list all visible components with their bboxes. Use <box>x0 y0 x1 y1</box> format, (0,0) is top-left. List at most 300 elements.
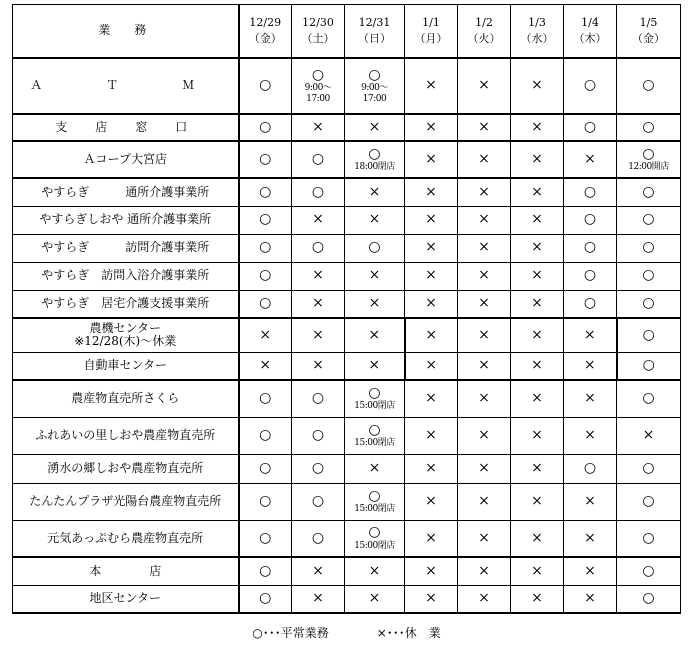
status-mark: × <box>312 211 324 228</box>
status-cell <box>239 262 292 290</box>
task-column-header: 業 務 <box>13 5 239 59</box>
status-mark: ○ <box>259 183 272 200</box>
status-mark: × <box>531 357 543 374</box>
status-cell <box>617 262 681 290</box>
status-cell <box>345 318 405 352</box>
status-mark: ○ <box>642 529 655 546</box>
status-cell <box>239 178 292 206</box>
service-name <box>13 557 239 585</box>
status-cell <box>511 483 564 520</box>
service-name-text: 地区センター <box>89 591 162 606</box>
service-name <box>13 58 239 114</box>
status-mark: ○ <box>259 239 272 256</box>
status-cell <box>564 352 617 380</box>
status-cell <box>458 234 511 262</box>
hours-note: 17:00 <box>306 93 330 104</box>
status-cell <box>564 454 617 483</box>
service-name <box>13 380 239 417</box>
status-cell <box>345 262 405 290</box>
status-cell <box>458 352 511 380</box>
status-cell <box>405 234 458 262</box>
service-name <box>13 262 239 290</box>
status-mark: ○ <box>259 529 272 546</box>
status-mark: × <box>531 211 543 228</box>
status-mark: × <box>312 590 324 607</box>
status-cell <box>345 520 405 557</box>
status-cell <box>564 483 617 520</box>
status-mark: ○ <box>583 295 597 312</box>
status-cell <box>405 318 458 352</box>
status-cell <box>458 58 511 114</box>
status-mark: ○ <box>642 295 655 312</box>
status-mark: ○ <box>583 77 597 94</box>
status-mark: ○ <box>642 459 655 476</box>
status-cell <box>511 520 564 557</box>
status-cell <box>292 380 345 417</box>
status-mark: ○ <box>642 357 655 374</box>
service-name-text: Ａコープ大宮店 <box>83 151 167 166</box>
status-mark: × <box>425 390 437 407</box>
status-cell <box>239 483 292 520</box>
status-mark: ○ <box>642 77 655 94</box>
status-mark: ○ <box>642 145 655 162</box>
service-name <box>13 483 239 520</box>
service-name <box>13 417 239 454</box>
status-mark: × <box>531 529 543 546</box>
table-row <box>13 352 681 380</box>
service-name <box>13 454 239 483</box>
status-mark: ○ <box>642 326 655 343</box>
table-row <box>13 234 681 262</box>
status-cell <box>239 206 292 234</box>
status-mark: ○ <box>642 239 655 256</box>
status-cell <box>405 585 458 613</box>
status-cell <box>239 417 292 454</box>
status-cell <box>239 557 292 585</box>
status-mark: × <box>531 590 543 607</box>
status-cell <box>458 262 511 290</box>
service-name-text: 農産物直売所さくら <box>71 391 180 406</box>
status-mark: ○ <box>259 390 272 407</box>
status-cell <box>345 234 405 262</box>
status-mark: × <box>531 267 543 284</box>
status-cell <box>617 585 681 613</box>
service-name <box>13 206 239 234</box>
status-cell <box>345 380 405 417</box>
status-cell <box>345 483 405 520</box>
status-cell <box>458 483 511 520</box>
service-name-text: Ａ Ｔ Ｍ <box>30 78 221 93</box>
status-cell <box>239 380 292 417</box>
status-cell <box>458 454 511 483</box>
status-cell <box>617 454 681 483</box>
status-cell <box>564 141 617 178</box>
table-row <box>13 520 681 557</box>
status-cell <box>405 352 458 380</box>
status-mark: ○ <box>368 524 381 541</box>
status-cell <box>239 234 292 262</box>
service-name <box>13 520 239 557</box>
status-mark: ○ <box>642 211 655 228</box>
table-row <box>13 206 681 234</box>
status-cell <box>564 114 617 141</box>
service-name <box>13 290 239 318</box>
status-cell <box>239 141 292 178</box>
status-cell <box>345 417 405 454</box>
service-name <box>13 114 239 141</box>
status-mark: × <box>312 118 324 135</box>
status-mark: × <box>425 118 437 135</box>
status-cell <box>458 178 511 206</box>
status-cell <box>458 585 511 613</box>
status-cell <box>345 352 405 380</box>
status-cell <box>405 290 458 318</box>
status-cell <box>564 520 617 557</box>
status-mark: × <box>368 459 381 476</box>
status-cell <box>405 557 458 585</box>
status-mark: × <box>368 183 381 200</box>
status-mark: × <box>583 326 596 343</box>
status-cell <box>345 206 405 234</box>
status-mark: ○ <box>311 183 325 200</box>
service-name-text: 農機センター <box>89 321 162 336</box>
service-name <box>13 585 239 613</box>
hours-note: 9:00～ <box>304 83 332 94</box>
status-cell <box>405 58 458 114</box>
status-mark: × <box>531 118 543 135</box>
status-mark: × <box>642 426 655 443</box>
status-mark: × <box>478 426 490 443</box>
status-mark: × <box>478 390 490 407</box>
status-cell <box>292 262 345 290</box>
service-name-text: たんたんプラザ光陽台農産物直売所 <box>29 493 222 508</box>
service-name-text: やすらぎしおや 通所介護事業所 <box>39 212 212 227</box>
status-cell <box>292 557 345 585</box>
status-cell <box>564 290 617 318</box>
status-cell <box>239 454 292 483</box>
status-mark: × <box>584 426 596 443</box>
date-column-header: 1/1 （月） <box>405 5 458 59</box>
status-cell <box>617 206 681 234</box>
status-cell <box>617 58 681 114</box>
hours-note: 9:00～ <box>361 83 388 94</box>
status-cell <box>511 262 564 290</box>
status-mark: ○ <box>311 492 325 509</box>
status-cell <box>292 141 345 178</box>
status-mark: ○ <box>259 590 272 607</box>
status-mark: × <box>478 295 490 312</box>
status-cell <box>511 290 564 318</box>
status-cell <box>617 178 681 206</box>
service-name-text: 自動車センター <box>83 358 168 373</box>
status-mark: × <box>531 426 543 443</box>
status-mark: ○ <box>259 211 272 228</box>
date-column-header: 12/29 （金） <box>239 5 292 59</box>
status-mark: × <box>425 183 437 200</box>
date-column-header: 1/3 （水） <box>511 5 564 59</box>
status-cell <box>564 178 617 206</box>
status-mark: ○ <box>583 239 597 256</box>
date-column-header: 1/5 （金） <box>617 5 681 59</box>
status-mark: × <box>368 267 381 284</box>
status-cell <box>405 141 458 178</box>
status-mark: × <box>368 562 381 579</box>
status-cell <box>239 58 292 114</box>
table-row <box>13 557 681 585</box>
status-mark: × <box>584 390 596 407</box>
header-row <box>13 5 681 59</box>
status-mark: × <box>478 77 490 94</box>
service-name <box>13 352 239 380</box>
status-cell <box>292 483 345 520</box>
status-cell <box>458 114 511 141</box>
status-mark: ○ <box>642 183 655 200</box>
status-cell <box>511 114 564 141</box>
legend <box>0 624 693 641</box>
table-row <box>13 483 681 520</box>
status-mark: × <box>425 529 437 546</box>
service-name-text: やすらぎ 通所介護事業所 <box>41 184 210 199</box>
status-mark: × <box>478 150 490 167</box>
status-mark: ○ <box>259 267 272 284</box>
legend-closed: ×･･･休 業 <box>376 626 441 640</box>
hours-note: 15:00閉店 <box>354 401 395 412</box>
status-cell <box>239 585 292 613</box>
status-mark: ○ <box>642 390 655 407</box>
status-mark: × <box>425 426 437 443</box>
status-mark: × <box>425 295 437 312</box>
status-cell <box>292 234 345 262</box>
status-mark: × <box>425 150 437 167</box>
table-row <box>13 380 681 417</box>
table-row <box>13 417 681 454</box>
status-mark: × <box>478 326 490 343</box>
status-cell <box>345 58 405 114</box>
status-mark: ○ <box>311 529 325 546</box>
status-mark: × <box>584 492 596 509</box>
status-cell <box>292 58 345 114</box>
status-mark: × <box>368 211 381 228</box>
status-mark: ○ <box>368 66 381 83</box>
hours-note: 15:00閉店 <box>354 504 395 515</box>
status-cell <box>292 318 345 352</box>
status-cell <box>405 178 458 206</box>
status-mark: × <box>584 562 596 579</box>
hours-note: 17:00 <box>362 93 387 104</box>
status-cell <box>458 290 511 318</box>
status-cell <box>564 417 617 454</box>
status-cell <box>617 380 681 417</box>
holiday-schedule-table <box>12 4 681 614</box>
table-row <box>13 262 681 290</box>
status-mark: × <box>368 295 381 312</box>
status-cell <box>511 318 564 352</box>
status-mark: × <box>531 239 543 256</box>
status-cell <box>458 520 511 557</box>
status-cell <box>345 585 405 613</box>
service-name-text: 元気あっぷむら農産物直売所 <box>47 530 204 545</box>
status-mark: ○ <box>368 421 381 438</box>
status-mark: × <box>531 77 543 94</box>
status-mark: × <box>425 211 437 228</box>
status-mark: × <box>478 239 490 256</box>
service-name <box>13 178 239 206</box>
hours-note: 15:00閉店 <box>354 438 395 449</box>
status-mark: ○ <box>311 390 325 407</box>
service-note: ※12/28(木)～休業 <box>74 334 177 349</box>
status-mark: × <box>478 492 490 509</box>
status-cell <box>617 234 681 262</box>
status-mark: × <box>583 357 596 374</box>
status-cell <box>617 141 681 178</box>
status-cell <box>292 178 345 206</box>
status-mark: ○ <box>642 562 655 579</box>
status-cell <box>405 114 458 141</box>
service-name-text: 湧水の郷しおや農産物直売所 <box>47 460 204 475</box>
service-name <box>13 318 239 352</box>
status-cell <box>458 141 511 178</box>
status-cell <box>458 318 511 352</box>
table-row <box>13 585 681 613</box>
status-cell <box>511 178 564 206</box>
legend-normal: ○･･･平常業務 <box>252 626 329 640</box>
status-cell <box>458 557 511 585</box>
table-row <box>13 318 681 352</box>
status-cell <box>292 417 345 454</box>
status-mark: × <box>425 562 437 579</box>
status-cell <box>511 352 564 380</box>
status-mark: × <box>259 357 272 374</box>
status-mark: × <box>531 492 543 509</box>
status-mark: ○ <box>311 239 325 256</box>
status-mark: × <box>531 390 543 407</box>
status-cell <box>239 114 292 141</box>
status-mark: ○ <box>259 150 272 167</box>
service-name <box>13 141 239 178</box>
status-cell <box>405 454 458 483</box>
table-row <box>13 454 681 483</box>
status-cell <box>292 114 345 141</box>
status-cell <box>617 290 681 318</box>
status-mark: × <box>531 459 543 476</box>
status-cell <box>564 206 617 234</box>
status-cell <box>511 58 564 114</box>
status-cell <box>617 557 681 585</box>
status-cell <box>511 234 564 262</box>
status-cell <box>405 417 458 454</box>
status-mark: × <box>478 357 490 374</box>
status-cell <box>617 318 681 352</box>
service-name-text: 支 店 窓 口 <box>55 119 196 134</box>
service-name-text: ふれあいの里しおや農産物直売所 <box>35 427 216 442</box>
status-mark: × <box>531 295 543 312</box>
status-cell <box>564 262 617 290</box>
status-cell <box>345 290 405 318</box>
status-mark: × <box>478 562 490 579</box>
status-mark: ○ <box>368 487 381 504</box>
status-mark: ○ <box>259 295 272 312</box>
status-mark: × <box>368 118 381 135</box>
status-mark: ○ <box>259 492 272 509</box>
service-name <box>13 234 239 262</box>
status-mark: ○ <box>311 66 325 83</box>
status-mark: ○ <box>583 118 597 135</box>
status-mark: × <box>312 326 324 343</box>
table-row <box>13 58 681 114</box>
status-cell <box>292 454 345 483</box>
date-column-header: 12/31 （日） <box>345 5 405 59</box>
service-name-text: やすらぎ 訪問入浴介護事業所 <box>41 268 210 283</box>
status-cell <box>511 557 564 585</box>
status-cell <box>345 454 405 483</box>
status-cell <box>345 178 405 206</box>
status-cell <box>511 141 564 178</box>
status-mark: ○ <box>311 150 325 167</box>
date-column-header: 1/4 （木） <box>564 5 617 59</box>
status-mark: × <box>312 357 324 374</box>
status-mark: × <box>368 357 381 374</box>
date-column-header: 1/2 （火） <box>458 5 511 59</box>
status-cell <box>405 206 458 234</box>
table-row <box>13 114 681 141</box>
status-mark: × <box>478 590 490 607</box>
status-mark: × <box>425 326 438 343</box>
status-mark: ○ <box>583 267 597 284</box>
status-mark: × <box>259 326 272 343</box>
status-cell <box>617 417 681 454</box>
status-mark: × <box>425 492 437 509</box>
status-cell <box>292 520 345 557</box>
status-mark: × <box>531 326 543 343</box>
status-mark: × <box>478 267 490 284</box>
status-mark: × <box>478 459 490 476</box>
status-cell <box>564 557 617 585</box>
table-row <box>13 290 681 318</box>
hours-note: 18:00閉店 <box>354 162 395 173</box>
status-mark: × <box>425 459 437 476</box>
status-cell <box>511 206 564 234</box>
status-cell <box>617 483 681 520</box>
status-cell <box>564 318 617 352</box>
status-cell <box>458 206 511 234</box>
status-mark: × <box>425 357 438 374</box>
status-cell <box>239 520 292 557</box>
status-mark: × <box>478 183 490 200</box>
status-mark: ○ <box>583 459 597 476</box>
status-mark: ○ <box>642 492 655 509</box>
status-mark: ○ <box>259 562 272 579</box>
status-mark: × <box>584 150 596 167</box>
status-cell <box>239 290 292 318</box>
status-mark: × <box>368 590 381 607</box>
status-cell <box>511 454 564 483</box>
service-name-text: やすらぎ 居宅介護支援事業所 <box>41 296 210 311</box>
hours-note: 15:00閉店 <box>354 540 395 551</box>
status-cell <box>458 417 511 454</box>
status-mark: ○ <box>368 239 381 256</box>
status-cell <box>345 557 405 585</box>
status-mark: × <box>312 295 324 312</box>
status-mark: × <box>531 183 543 200</box>
status-mark: ○ <box>311 459 325 476</box>
status-mark: × <box>425 590 437 607</box>
status-cell <box>564 585 617 613</box>
status-mark: ○ <box>259 77 272 94</box>
status-cell <box>292 352 345 380</box>
status-cell <box>564 234 617 262</box>
service-name-text: やすらぎ 訪問介護事業所 <box>41 240 210 255</box>
status-mark: ○ <box>259 459 272 476</box>
